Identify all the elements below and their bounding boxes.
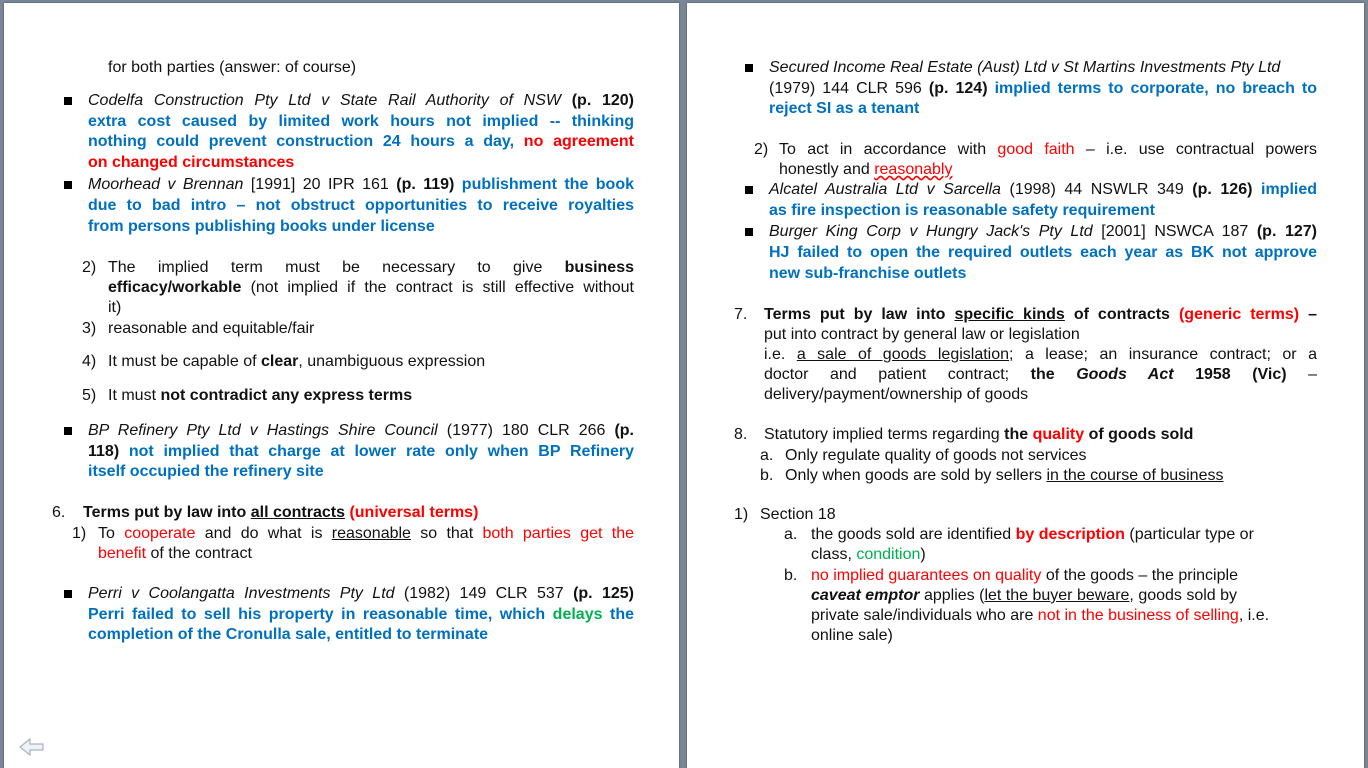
text-line: put into contract by general law or legislation (764, 326, 1080, 343)
list-item: no implied guarantees on quality of the goods – the principle (811, 567, 1238, 584)
list-item: To act in accordance with good faith – i.e. use contractual powers (779, 141, 1318, 158)
list-number: 6. (52, 504, 66, 521)
list-number: 1) (734, 506, 749, 523)
list-item: Only regulate quality of goods not services (785, 447, 1087, 464)
bullet-icon (64, 590, 72, 598)
section-heading: Terms put by law into all contracts (universal terms) (83, 504, 479, 521)
list-number: b. (784, 567, 798, 584)
back-arrow-icon[interactable] (18, 736, 46, 758)
case-note: 118) not implied that charge at lower rate only when BP Refinery (88, 443, 634, 460)
case-note: from persons publishing books under license (88, 218, 435, 235)
section-heading: Section 18 (760, 506, 836, 523)
list-number: 3) (82, 320, 97, 337)
list-item: It must not contradict any express terms (108, 387, 413, 404)
list-number: 7. (734, 306, 748, 323)
case-note: on changed circumstances (88, 154, 295, 171)
bullet-icon (745, 186, 753, 194)
case-codelfa: Codelfa Construction Pty Ltd v State Rail Authority of NSW (p. 120) (88, 92, 635, 109)
list-number: 1) (72, 525, 87, 542)
bullet-icon (745, 228, 753, 236)
list-number: 4) (82, 353, 97, 370)
document-page-right (687, 3, 1364, 768)
bullet-icon (64, 181, 72, 189)
list-number: 8. (734, 426, 748, 443)
text-line: i.e. a sale of goods legislation; a lease; an insurance contract; or a (764, 346, 1317, 363)
section-heading: Statutory implied terms regarding the quality of goods sold (764, 426, 1194, 443)
list-item: it) (108, 299, 122, 316)
case-alcatel: Alcatel Australia Ltd v Sarcella (1998) 44 NSWLR 349 (p. 126) implied (769, 181, 1318, 198)
list-number: b. (760, 467, 774, 484)
case-note: nothing could prevent construction 24 hours a day, no agreement (88, 133, 634, 150)
bullet-icon (745, 64, 753, 72)
bullet-icon (64, 97, 72, 105)
text-line: delivery/payment/ownership of goods (764, 386, 1029, 403)
case-note: as fire inspection is reasonable safety requirement (769, 202, 1155, 219)
case-note: (1979) 144 CLR 596 (p. 124) implied terms to corporate, no breach to (769, 80, 1318, 97)
case-note: Perri failed to sell his property in reasonable time, which delays the (88, 606, 635, 623)
case-secured: Secured Income Real Estate (Aust) Ltd v St Martins Investments Pty Ltd (769, 59, 1281, 76)
list-item: To cooperate and do what is reasonable so that both parties get the (98, 525, 635, 542)
section-heading: Terms put by law into specific kinds of contracts (generic terms) – (764, 306, 1318, 323)
list-item: the goods sold are identified by description (particular type or (811, 526, 1254, 543)
case-note: reject SI as a tenant (769, 100, 920, 117)
list-number: a. (784, 526, 798, 543)
list-item: The implied term must be necessary to give business (108, 259, 634, 276)
case-moorhead: Moorhead v Brennan [1991] 20 IPR 161 (p. 119) publishment the book (88, 176, 634, 193)
case-bp: BP Refinery Pty Ltd v Hastings Shire Council (1977) 180 CLR 266 (p. (88, 422, 634, 439)
document-page-left (4, 3, 679, 768)
case-note: HJ failed to open the required outlets each year as BK not approve (769, 244, 1317, 261)
list-number: 2) (82, 259, 97, 276)
case-note: due to bad intro – not obstruct opportunities to receive royalties (88, 197, 634, 214)
list-item: online sale) (811, 627, 893, 644)
case-note: new sub-franchise outlets (769, 265, 967, 282)
list-item: reasonable and equitable/fair (108, 320, 315, 337)
case-burger-king: Burger King Corp v Hungry Jack's Pty Ltd [2001] NSWCA 187 (p. 127) (769, 223, 1317, 240)
case-note: itself occupied the refinery site (88, 463, 324, 480)
list-item: It must be capable of clear, unambiguous expression (108, 353, 486, 370)
list-item: caveat emptor applies (let the buyer beware, goods sold by (811, 587, 1238, 604)
list-item: class, condition) (811, 546, 926, 563)
bullet-icon (64, 427, 72, 435)
text-line: doctor and patient contract; the Goods Act 1958 (Vic) – (764, 366, 1318, 383)
case-perri: Perri v Coolangatta Investments Pty Ltd (1982) 149 CLR 537 (p. 125) (88, 585, 635, 602)
case-note: extra cost caused by limited work hours not implied -- thinking (88, 113, 634, 130)
case-note: completion of the Cronulla sale, entitled to terminate (88, 626, 489, 643)
list-number: a. (760, 447, 774, 464)
text-line: for both parties (answer: of course) (108, 59, 357, 76)
list-item: benefit of the contract (98, 545, 252, 562)
list-item: honestly and reasonably (779, 161, 953, 178)
list-number: 2) (754, 141, 769, 158)
list-item: Only when goods are sold by sellers in the course of business (785, 467, 1224, 484)
list-item: efficacy/workable (not implied if the contract is still effective without (108, 279, 634, 296)
list-item: private sale/individuals who are not in the business of selling, i.e. (811, 607, 1270, 624)
list-number: 5) (82, 387, 97, 404)
